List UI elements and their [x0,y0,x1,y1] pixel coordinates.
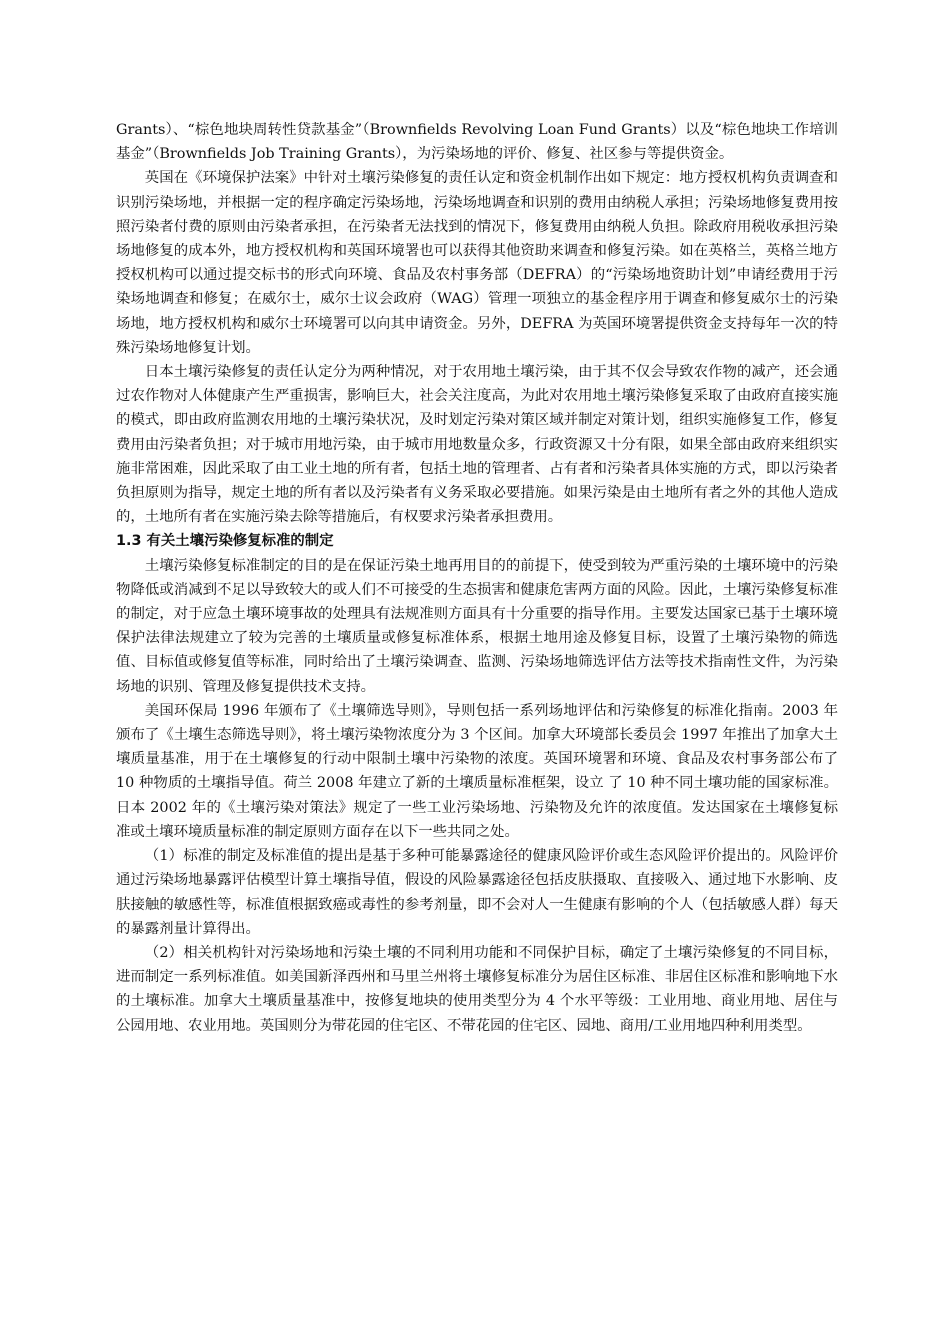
paragraph-uk-liability: 英国在《环境保护法案》中针对土壤污染修复的责任认定和资金机制作出如下规定：地方授权机构负责调查和识别污染场地，并根据一定的程序确定污染场地，污染场地调查和识别的费用由纳税人承担；污染场地修复费用按照污染者付费的原则由污染者承担，在污染者无法找到的情况下，修复费用由纳税人负担。除政府用税收承担污染场地修复的成本外，地方授权机构和英国环境署也可以获得其他资助来调查和修复污染。如在英格兰，英格兰地方授权机构可以通过提交标书的形式向环境、食品及农村事务部（DEFRA）的“污染场地资助计划”申请经费用于污染场地调查和修复；在威尔士，威尔士议会政府（WAG）管理一项独立的基金程序用于调查和修复威尔士的污染场地，地方授权机构和威尔士环境署可以向其申请资金。另外，DEFRA 为英国环境署提供资金支持每年一次的特殊污染场地修复计划。 [116,170,838,356]
document-page [116,118,838,1038]
paragraph-standard-purpose: 土壤污染修复标准制定的目的是在保证污染土地再用目的的前提下，使受到较为严重污染的土壤环境中的污染物降低或消减到不足以导致较大的或人们不可接受的生态损害和健康危害两方面的风险。因此，土壤污染修复标准的制定，对于应急土壤环境事故的处理具有法规准则方面具有十分重要的指导作用。主要发达国家已基于土壤环境保护法律法规建立了较为完善的土壤质量或修复标准体系，根据土地用途及修复目标，设置了土壤污染物的筛选值、目标值或修复值等标准，同时给出了土壤污染调查、监测、污染场地筛选评估方法等技术指南性文件，为污染场地的识别、管理及修复提供技术支持。 [116,557,838,695]
paragraph-japan-liability: 日本土壤污染修复的责任认定分为两种情况，对于农用地土壤污染，由于其不仅会导致农作物的减产，还会通过农作物对人体健康产生严重损害，影响巨大，社会关注度高，为此对农用地土壤污染修复采取了由政府直接实施的模式，即由政府监测农用地的土壤污染状况，及时划定污染对策区域并制定对策计划，组织实施修复工作，修复费用由污染者负担；对于城市用地污染，由于城市用地数量众多，行政资源又十分有限，如果全部由政府来组织实施非常困难，因此采取了由工业土地的所有者，包括土地的管理者、占有者和污染者具体实施的方式，即以污染者负担原则为指导，规定土地的所有者以及污染者有义务采取必要措施。如果污染是由土地所有者之外的其他人造成的，土地所有者在实施污染去除等措施后，有权要求污染者承担费用。 [116,364,838,526]
paragraph-principle-1: （1）标准的制定及标准值的提出是基于多种可能暴露途径的健康风险评价或生态风险评价提出的。风险评价通过污染场地暴露评估模型计算土壤指导值，假设的风险暴露途径包括皮肤摄取、直接吸入、通过地下水影响、皮肤接触的敏感性等，标准值根据致癌或毒性的参考剂量，即不会对人一生健康有影响的个人（包括敏感人群）每天的暴露剂量计算得出。 [116,848,838,937]
paragraph-principle-2: （2）相关机构针对污染场地和污染土壤的不同利用功能和不同保护目标，确定了土壤污染修复的不同目标，进而制定一系列标准值。如美国新泽西州和马里兰州将土壤修复标准分为居住区标准、非居住区标准和影响地下水的土壤标准。加拿大土壤质量基准中，按修复地块的使用类型分为 4 个水平等级：工业用地、商业用地、居住与公园用地、农业用地。英国则分为带花园的住宅区、不带花园的住宅区、园地、商用/工业用地四种利用类型。 [116,944,838,1034]
paragraph-continuation-grants: Grants）、“棕色地块周转性贷款基金”（Brownfields Revolving Loan Fund Grants）以及“棕色地块工作培训基金”（Brownfields Job Training Grants），为污染场地的评价、修复、社区参与等提供资金。 [116,122,838,163]
paragraph-international-standards: 美国环保局 1996 年颁布了《土壤筛选导则》，导则包括一系列场地评估和污染修复的标准化指南。2003 年颁布了《土壤生态筛选导则》，将土壤污染物浓度分为 3 个区间。加拿大环境部长委员会 1997 年推出了加拿大土壤质量基准，用于在土壤修复的行动中限制土壤中污染物的浓度。英国环境署和环境、食品及农村事务部公布了 10 种物质的土壤指导值。荷兰 2008 年建立了新的土壤质量标准框架，设立 了 10 种不同土壤功能的国家标准。日本 2002 年的《土壤污染对策法》规定了一些工业污染场地、污染物及允许的浓度值。发达国家在土壤修复标准或土壤环境质量标准的制定原则方面存在以下一些共同之处。 [116,702,838,840]
section-heading: 1.3 有关土壤污染修复标准的制定 [116,533,334,550]
